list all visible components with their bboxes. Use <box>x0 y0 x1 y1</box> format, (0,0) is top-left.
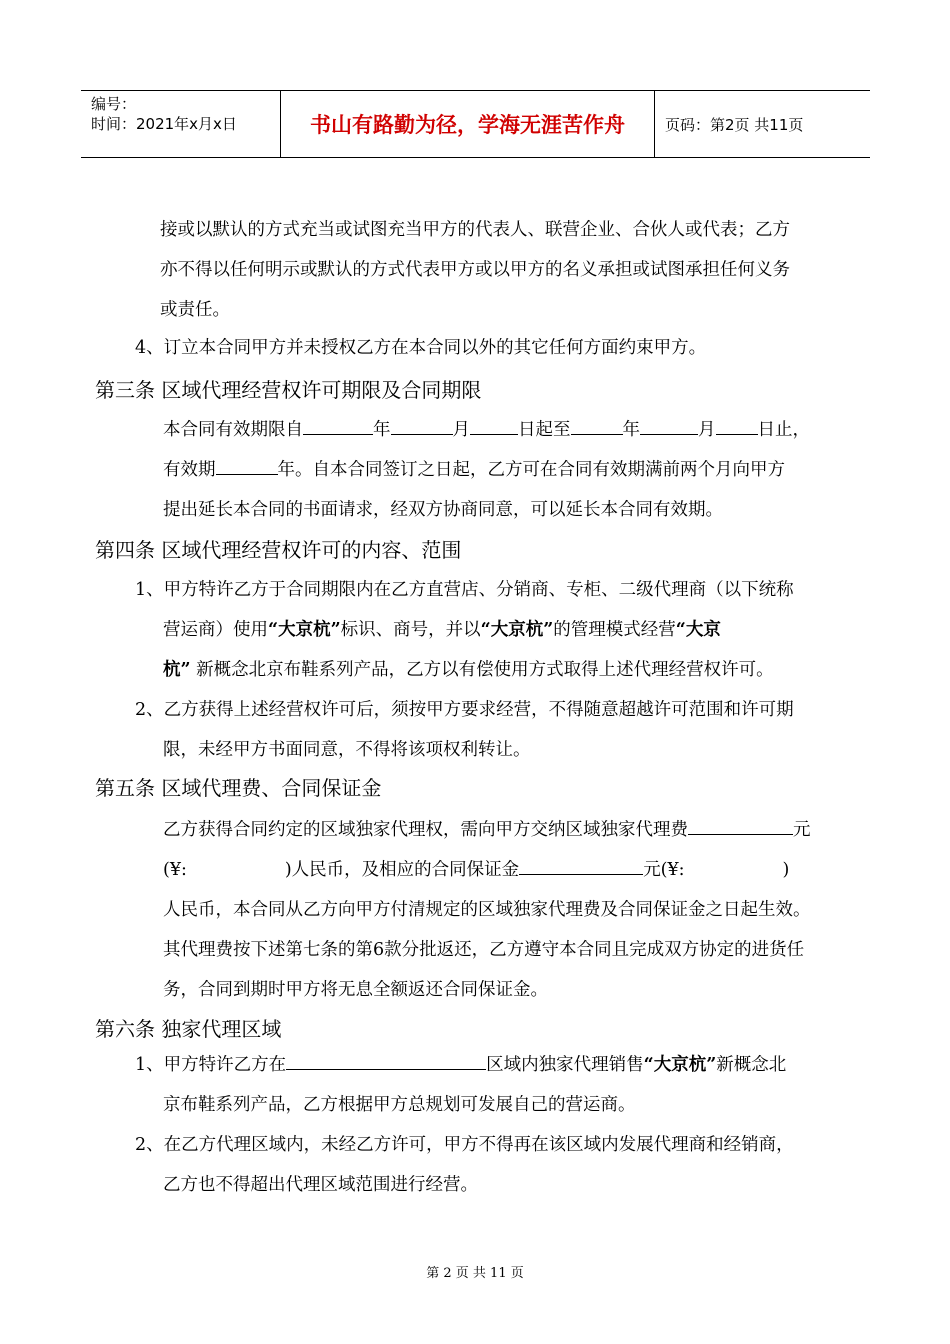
clause-item-4 <box>135 328 706 368</box>
blank-field <box>571 416 623 435</box>
top-continuation <box>160 210 790 330</box>
blank-field <box>640 416 698 435</box>
header-page-number: 页码：第2页 共11页 <box>665 115 804 134</box>
blank-field <box>286 1051 486 1070</box>
section-6-body <box>135 1045 794 1205</box>
text-line: 提出延长本合同的书面请求，经双方协商同意，可以延长本合同有效期。 <box>163 500 723 520</box>
text-line: 乙方也不得超出代理区域范围进行经营。 <box>163 1175 478 1195</box>
section-4-body <box>135 570 794 770</box>
brand-name: “大京杭” <box>643 1055 717 1075</box>
text-line: 乙方获得合同约定的区域独家代理权，需向甲方交纳区域独家代理费 元 <box>163 810 811 850</box>
text-line: 京布鞋系列产品，乙方根据甲方总规划可发展自己的营运商。 <box>163 1095 636 1115</box>
blank-field <box>303 416 373 435</box>
section-6-title: 第六条 独家代理区域 <box>95 1017 282 1041</box>
header-meta <box>81 91 281 157</box>
text-line: 4、订立本合同甲方并未授权乙方在本合同以外的其它任何方面约束甲方。 <box>135 338 707 358</box>
text-line: 杭” 新概念北京布鞋系列产品，乙方以有偿使用方式取得上述代理经营权许可。 <box>163 660 774 680</box>
code-label: 编号： <box>91 95 137 113</box>
text-line: 人民币，本合同从乙方向甲方付清规定的区域独家代理费及合同保证金之日起生效。 <box>163 900 811 920</box>
page-header <box>81 90 870 158</box>
page-footer: 第 2 页 共 11 页 <box>426 1266 524 1281</box>
blank-field <box>519 856 643 875</box>
text-line: 1、甲方特许乙方于合同期限内在乙方直营店、分销商、专柜、二级代理商（以下统称 <box>135 580 794 600</box>
blank-field <box>716 416 758 435</box>
blank-field <box>216 456 278 475</box>
blank-field <box>688 816 793 835</box>
text-line: 有效期 年。自本合同签订之日起，乙方可在合同有效期满前两个月向甲方 <box>163 450 810 490</box>
brand-name: “大京杭” <box>268 620 341 640</box>
section-5-title: 第五条 区域代理费、合同保证金 <box>95 776 382 800</box>
text-line: 本合同有效期限自 年 月 日起至 年 月 日止， <box>163 410 810 450</box>
section-5-body <box>163 810 811 1010</box>
brand-name: “大京杭” <box>480 620 554 640</box>
section-3-body <box>163 410 810 530</box>
text-line: (¥: )人民币，及相应的合同保证金 元(¥: ) <box>163 850 811 890</box>
text-line: 营运商）使用“大京杭”标识、商号，并以“大京杭”的管理模式经营“大京 <box>163 620 721 640</box>
text-line: 2、乙方获得上述经营权许可后，须按甲方要求经营，不得随意超越许可范围和许可期 <box>135 700 794 720</box>
text-line: 接或以默认的方式充当或试图充当甲方的代表人、联营企业、合伙人或代表；乙方 <box>160 220 790 240</box>
text-line: 2、在乙方代理区域内，未经乙方许可，甲方不得再在该区域内发展代理商和经销商， <box>135 1135 794 1155</box>
text-line: 其代理费按下述第七条的第6款分批返还，乙方遵守本合同且完成双方协定的进货任 <box>163 940 805 960</box>
section-4-title: 第四条 区域代理经营权许可的内容、范围 <box>95 538 462 562</box>
text-line: 1、甲方特许乙方在 区域内独家代理销售“大京杭”新概念北 <box>135 1045 794 1085</box>
text-line: 务，合同到期时甲方将无息全额返还合同保证金。 <box>163 980 548 1000</box>
time-label: 时间：2021年x月x日 <box>91 115 237 133</box>
section-3-title: 第三条 区域代理经营权许可期限及合同期限 <box>95 378 482 402</box>
text-line: 限，未经甲方书面同意，不得将该项权利转让。 <box>163 740 531 760</box>
blank-field <box>391 416 453 435</box>
text-line: 亦不得以任何明示或默认的方式代表甲方或以甲方的名义承担或试图承担任何义务 <box>160 260 790 280</box>
blank-field <box>470 416 518 435</box>
header-motto: 书山有路勤为径，学海无涯苦作舟 <box>281 91 655 157</box>
text-line: 或责任。 <box>160 300 230 320</box>
